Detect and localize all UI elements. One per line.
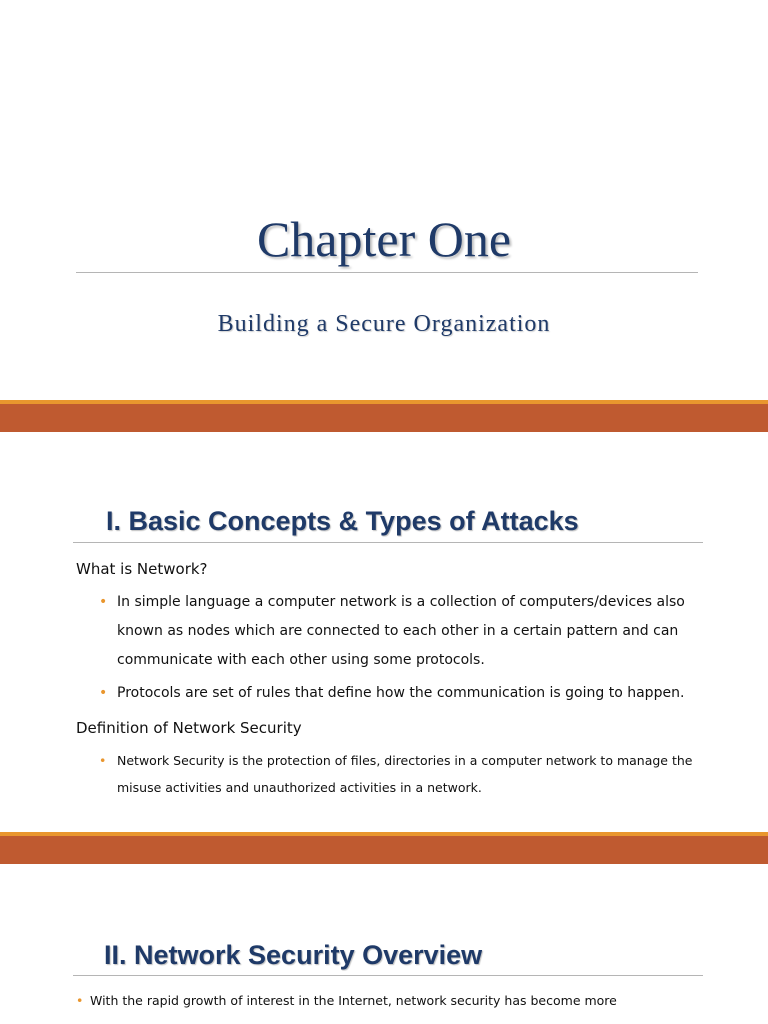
chapter-subtitle: Building a Secure Organization [217,311,551,337]
bullet-icon: • [76,993,84,1008]
section-heading: I. Basic Concepts & Types of Attacks [106,506,579,536]
heading-divider [73,542,703,543]
section-heading: II. Network Security Overview [104,940,483,970]
bullet-item [76,990,716,1012]
slide-separator [0,400,768,432]
heading-divider [73,975,703,976]
what-is-network-label: What is Network? [76,560,208,578]
bullet-icon: • [99,753,107,768]
bullet-text: With the rapid growth of interest in the Internet, network security has become more [90,993,617,1008]
bullet-item [99,679,709,709]
title-slide [0,0,768,400]
bullet-text: In simple language a computer network is a collection of computers/devices also known as nodes which are connected to each other in a certain pattern and can communicate with each other using some protocols. [117,594,685,668]
bullet-text: Network Security is the protection of files, directories in a computer network to manage the misuse activities and unauthorized activities in a network. [117,753,693,795]
bullet-item [99,588,709,676]
network-security-overview-slide [0,864,768,1024]
slide-separator [0,832,768,864]
bullet-icon: • [99,685,108,701]
chapter-title: Chapter One [256,211,512,267]
title-divider [76,272,698,273]
definition-label: Definition of Network Security [76,719,302,737]
bullet-icon: • [99,594,108,610]
basic-concepts-slide [0,432,768,832]
bullet-text: Protocols are set of rules that define how the communication is going to happen. [117,685,685,701]
bullet-item [99,747,709,803]
